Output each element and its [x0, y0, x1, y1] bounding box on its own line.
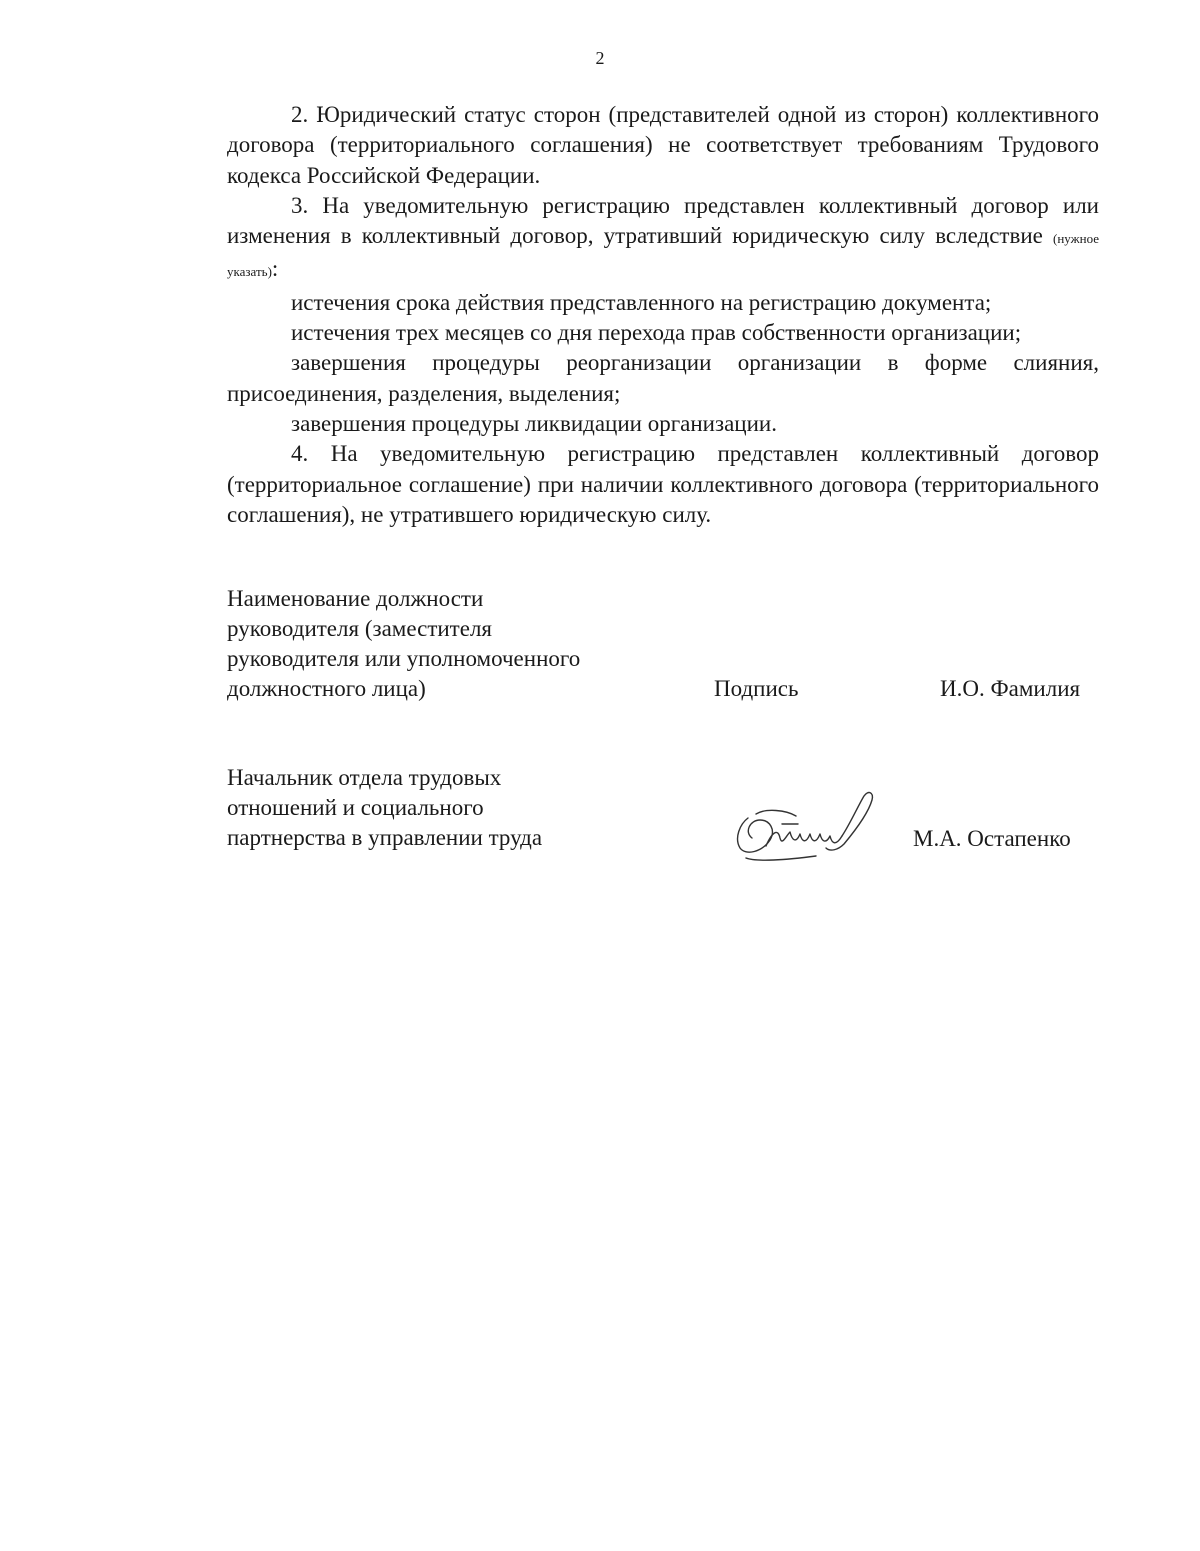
- list-item: завершения процедуры ликвидации организации.: [291, 410, 777, 436]
- name-placeholder-label: И.О. Фамилия: [940, 676, 1081, 701]
- paragraph-4: 4. На уведомительную регистрацию представлен коллективный договор (территориальное соглашение) при наличии коллективного договора (территориального соглашения), не утратившего юридическую силу.: [227, 441, 1099, 527]
- page-number: 2: [595, 48, 605, 68]
- position-line: руководителя или уполномоченного: [227, 646, 581, 671]
- paragraph-3-colon: :: [271, 256, 279, 282]
- paragraph-3-text: 3. На уведомительную регистрацию представлен коллективный договор или изменения в коллективный договор, утративший юридическую силу вследствие: [227, 192, 1099, 249]
- list-item: истечения трех месяцев со дня перехода прав собственности организации;: [291, 320, 1022, 346]
- signer-position-title: [227, 763, 542, 853]
- signature-placeholder-label: Подпись: [714, 676, 799, 701]
- template-position-title: [227, 584, 580, 704]
- position-line: должностного лица): [227, 676, 426, 701]
- position-line: партнерства в управлении труда: [227, 825, 543, 850]
- position-line: Начальник отдела трудовых: [227, 765, 502, 790]
- paragraph-2: 2. Юридический статус сторон (представителей одной из сторон) коллективного договора (территориального соглашения) не соответствует требованиям Трудового кодекса Российской Федерации.: [227, 102, 1099, 188]
- position-line: руководителя (заместителя: [227, 616, 492, 641]
- list-item: завершения процедуры реорганизации организации в форме слияния, присоединения, разделения, выделения;: [227, 350, 1099, 406]
- document-body: [227, 100, 1099, 530]
- signer-name: М.А. Остапенко: [913, 826, 1071, 851]
- paragraph-3: [227, 191, 1099, 288]
- paragraph-3-note: (нужное указать): [227, 231, 1099, 280]
- list-item: истечения срока действия представленного на регистрацию документа;: [291, 289, 992, 315]
- handwritten-signature: [726, 788, 886, 868]
- position-line: Наименование должности: [227, 586, 484, 611]
- position-line: отношений и социального: [227, 795, 484, 820]
